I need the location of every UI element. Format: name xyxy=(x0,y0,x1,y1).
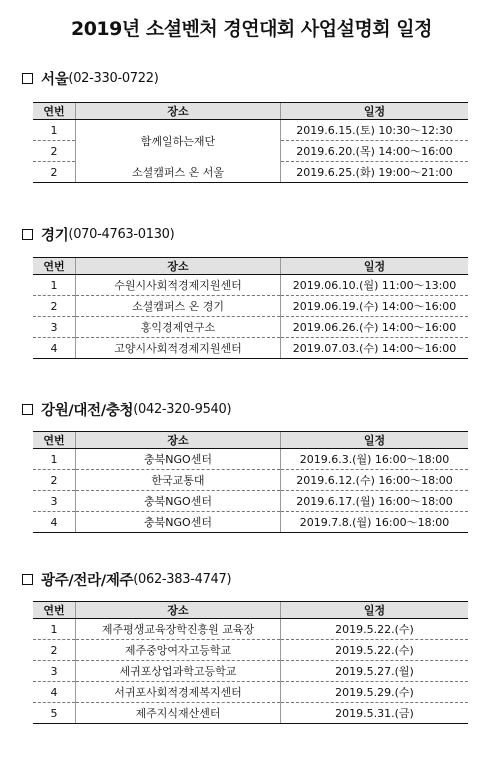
cell-date: 2019.6.3.(월) 16:00～18:00 xyxy=(281,449,469,470)
cell-no: 2 xyxy=(33,162,76,183)
cell-date: 2019.6.20.(목) 14:00～16:00 xyxy=(281,141,469,162)
table-row xyxy=(33,162,468,183)
checkbox-square-icon xyxy=(22,73,33,84)
table-row xyxy=(33,512,468,533)
cell-place: 충북NGO센터 xyxy=(76,512,281,533)
table-row xyxy=(33,449,468,470)
header-date: 일정 xyxy=(281,432,469,449)
region-phone: (062-383-4747) xyxy=(133,572,232,587)
cell-no: 1 xyxy=(33,275,76,296)
cell-place: 충북NGO센터 xyxy=(76,449,281,470)
table-row xyxy=(33,317,468,338)
region-name: 광주/전라/제주 xyxy=(41,573,134,589)
table-row xyxy=(33,661,468,682)
cell-no: 3 xyxy=(33,491,76,512)
cell-place: 한국교통대 xyxy=(76,470,281,491)
table-row xyxy=(33,470,468,491)
cell-date: 2019.7.8.(월) 16:00～18:00 xyxy=(281,512,469,533)
table-row xyxy=(33,120,468,141)
cell-place: 홍익경제연구소 xyxy=(76,317,281,338)
page-title: 2019년 소셜벤처 경연대회 사업설명회 일정 xyxy=(70,18,432,40)
cell-place: 소셜캠퍼스 온 경기 xyxy=(76,296,281,317)
checkbox-square-icon xyxy=(22,574,33,585)
table-row xyxy=(33,682,468,703)
cell-no: 2 xyxy=(33,470,76,491)
header-place: 장소 xyxy=(76,258,281,275)
header-no: 연번 xyxy=(33,258,76,275)
section-heading-gangwon-daejeon-chungcheong xyxy=(22,399,231,420)
region-phone: (02-330-0722) xyxy=(68,71,159,86)
header-no: 연번 xyxy=(33,602,76,619)
cell-place: 충북NGO센터 xyxy=(76,491,281,512)
header-place: 장소 xyxy=(76,432,281,449)
cell-date: 2019.06.10.(월) 11:00～13:00 xyxy=(281,275,469,296)
table-row xyxy=(33,640,468,661)
schedule-table-gangwon-daejeon-chungcheong xyxy=(33,431,468,533)
cell-place: 수원시사회적경제지원센터 xyxy=(76,275,281,296)
region-phone: (042-320-9540) xyxy=(133,402,232,417)
cell-date: 2019.5.31.(금) xyxy=(281,703,469,724)
cell-no: 2 xyxy=(33,640,76,661)
cell-date: 2019.5.29.(수) xyxy=(281,682,469,703)
table-row xyxy=(33,296,468,317)
table-header-row xyxy=(33,258,468,275)
header-no: 연번 xyxy=(33,432,76,449)
header-place: 장소 xyxy=(76,103,281,120)
cell-place: 제주중앙여자고등학교 xyxy=(76,640,281,661)
table-row xyxy=(33,338,468,359)
cell-place: 세귀포상업과학고등학교 xyxy=(76,661,281,682)
section-heading-seoul xyxy=(22,68,159,89)
cell-place: 함께일하는재단 xyxy=(76,120,281,162)
cell-date: 2019.6.15.(토) 10:30～12:30 xyxy=(281,120,469,141)
section-heading-gwangju-jeolla-jeju xyxy=(22,569,231,590)
cell-place: 고양시사회적경제지원센터 xyxy=(76,338,281,359)
cell-no: 4 xyxy=(33,338,76,359)
cell-place: 서귀포사회적경제복지센터 xyxy=(76,682,281,703)
table-header-row xyxy=(33,432,468,449)
header-place: 장소 xyxy=(76,602,281,619)
cell-date: 2019.07.03.(수) 14:00～16:00 xyxy=(281,338,469,359)
cell-no: 4 xyxy=(33,512,76,533)
cell-no: 1 xyxy=(33,619,76,640)
cell-date: 2019.5.22.(수) xyxy=(281,619,469,640)
checkbox-square-icon xyxy=(22,404,33,415)
cell-no: 4 xyxy=(33,682,76,703)
region-name: 강원/대전/충청 xyxy=(41,403,134,419)
cell-no: 1 xyxy=(33,120,76,141)
header-date: 일정 xyxy=(281,103,469,120)
cell-date: 2019.06.19.(수) 14:00～16:00 xyxy=(281,296,469,317)
table-header-row xyxy=(33,103,468,120)
cell-no: 1 xyxy=(33,449,76,470)
header-date: 일정 xyxy=(281,258,469,275)
schedule-table-gyeonggi xyxy=(33,257,468,359)
table-row xyxy=(33,703,468,724)
cell-date: 2019.5.27.(월) xyxy=(281,661,469,682)
cell-place: 제주지식재산센터 xyxy=(76,703,281,724)
section-heading-gyeonggi xyxy=(22,224,174,245)
table-header-row xyxy=(33,602,468,619)
schedule-table-seoul xyxy=(33,102,468,183)
cell-no: 2 xyxy=(33,296,76,317)
header-date: 일정 xyxy=(281,602,469,619)
table-row xyxy=(33,491,468,512)
cell-place: 소셜캠퍼스 온 서울 xyxy=(76,162,281,183)
schedule-table-gwangju-jeolla-jeju xyxy=(33,601,468,724)
region-name: 서울 xyxy=(41,72,69,88)
cell-date: 2019.5.22.(수) xyxy=(281,640,469,661)
cell-place: 제주평생교육장학진흥원 교육장 xyxy=(76,619,281,640)
cell-date: 2019.6.12.(수) 16:00～18:00 xyxy=(281,470,469,491)
region-name: 경기 xyxy=(41,228,69,244)
table-row xyxy=(33,619,468,640)
cell-no: 2 xyxy=(33,141,76,162)
region-phone: (070-4763-0130) xyxy=(68,227,175,242)
cell-no: 3 xyxy=(33,317,76,338)
checkbox-square-icon xyxy=(22,229,33,240)
cell-date: 2019.6.25.(화) 19:00～21:00 xyxy=(281,162,469,183)
table-row xyxy=(33,275,468,296)
cell-no: 5 xyxy=(33,703,76,724)
header-no: 연번 xyxy=(33,103,76,120)
cell-date: 2019.6.17.(월) 16:00～18:00 xyxy=(281,491,469,512)
cell-date: 2019.06.26.(수) 14:00～16:00 xyxy=(281,317,469,338)
cell-no: 3 xyxy=(33,661,76,682)
